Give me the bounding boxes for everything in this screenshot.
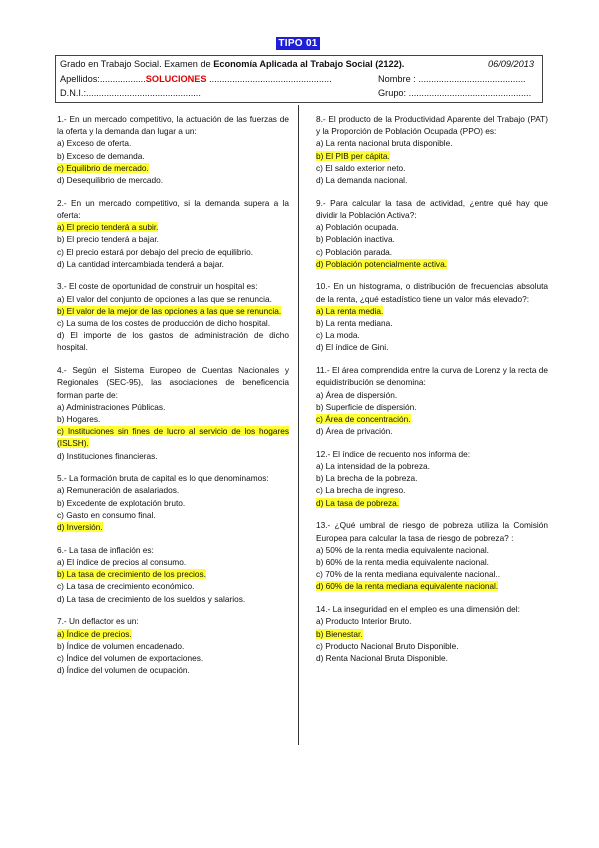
answer-option bbox=[316, 544, 548, 556]
grupo-label: Grupo: ................................................ bbox=[378, 88, 532, 98]
question-stem: 9.- Para calcular la tasa de actividad, ¿entre qué hay que dividir la Población Activa?: bbox=[316, 197, 548, 220]
question-stem: 13.- ¿Qué umbral de riesgo de pobreza utiliza la Comisión Europea para calcular la tasa de riesgo de pobreza? : bbox=[316, 520, 548, 543]
course-label: Grado en Trabajo Social. Examen de bbox=[60, 59, 214, 69]
option-text: d) Renta Nacional Bruta Disponible. bbox=[316, 652, 448, 663]
answer-option bbox=[316, 162, 548, 174]
question-stem: 2.- En un mercado competitivo, si la demanda supera a la oferta: bbox=[57, 197, 289, 220]
option-text: b) Excedente de explotación bruto. bbox=[57, 497, 186, 508]
answer-option bbox=[316, 556, 548, 568]
answer-option bbox=[57, 580, 289, 592]
answer-option bbox=[316, 246, 548, 258]
answer-option bbox=[57, 401, 289, 413]
option-text: d) Área de privación. bbox=[316, 426, 393, 437]
option-text: c) El precio estará por debajo del precio de equilibrio. bbox=[57, 246, 254, 257]
option-text: c) Índice del volumen de exportaciones. bbox=[57, 652, 204, 663]
column-divider bbox=[298, 105, 299, 745]
question-block bbox=[316, 603, 548, 664]
answer-option bbox=[57, 150, 289, 162]
answer-option bbox=[57, 233, 289, 245]
correct-answer-option bbox=[57, 628, 289, 640]
question-stem: 8.- El producto de la Productividad Aparente del Trabajo (PAT) y la Proporción de Población Ocupada (PPO) es: bbox=[316, 114, 548, 137]
exam-header bbox=[55, 55, 543, 103]
option-text: a) El índice de precios al consumo. bbox=[57, 557, 187, 567]
option-text: d) La tasa de pobreza. bbox=[316, 497, 400, 508]
question-stem: 1.- En un mercado competitivo, la actuación de las fuerzas de la oferta y la demanda dan lugar a un: bbox=[57, 114, 289, 137]
answer-option bbox=[57, 246, 289, 258]
option-text: b) El valor de la mejor de las opciones a las que se renuncia. bbox=[57, 305, 282, 316]
answer-option bbox=[316, 640, 548, 652]
question-stem: 7.- Un deflactor es un: bbox=[57, 616, 139, 627]
option-text: c) La brecha de ingreso. bbox=[316, 485, 406, 496]
option-text: b) Población inactiva. bbox=[316, 234, 395, 245]
answer-option bbox=[57, 640, 289, 652]
option-text: d) Desequilibrio de mercado. bbox=[57, 175, 164, 186]
option-text: b) Bienestar. bbox=[316, 628, 363, 639]
header-line-course bbox=[60, 57, 538, 72]
correct-answer-option bbox=[316, 150, 548, 162]
answer-option bbox=[316, 460, 548, 472]
option-text: c) Producto Nacional Bruto Disponible. bbox=[316, 640, 459, 651]
answer-option bbox=[57, 593, 289, 605]
answer-option bbox=[57, 258, 289, 270]
answer-option bbox=[316, 568, 548, 580]
option-text: c) El saldo exterior neto. bbox=[316, 162, 406, 173]
question-stem: 3.- El coste de oportunidad de construir un hospital es: bbox=[57, 281, 258, 292]
option-text: d) Índice del volumen de ocupación. bbox=[57, 665, 190, 676]
nombre-label: Nombre : .......................................... bbox=[378, 73, 526, 84]
questions-right-column bbox=[316, 113, 548, 675]
option-text: a) La renta media. bbox=[316, 305, 384, 316]
option-text: d) La demanda nacional. bbox=[316, 175, 408, 186]
option-text: c) Población parada. bbox=[316, 246, 393, 257]
option-text: c) La suma de los costes de producción de dicho hospital. bbox=[57, 318, 271, 329]
answer-option bbox=[316, 615, 548, 627]
correct-answer-option bbox=[57, 425, 289, 449]
correct-answer-option bbox=[57, 521, 289, 533]
answer-option bbox=[57, 317, 289, 329]
option-text: a) La renta nacional bruta disponible. bbox=[316, 138, 453, 149]
answer-option bbox=[316, 652, 548, 664]
option-text: d) El índice de Gini. bbox=[316, 342, 389, 353]
option-text: d) Inversión. bbox=[57, 522, 103, 533]
answer-option bbox=[316, 472, 548, 484]
question-block bbox=[316, 364, 548, 437]
option-text: c) 70% de la renta mediana equivalente nacional.. bbox=[316, 569, 501, 580]
question-block bbox=[57, 472, 289, 533]
question-stem: 11.- El área comprendida entre la curva de Lorenz y la recta de equidistribución se denomina: bbox=[316, 365, 548, 388]
dni-label: D.N.I.:............................................. bbox=[60, 88, 201, 98]
question-stem: 6.- La tasa de inflación es: bbox=[57, 544, 154, 555]
option-text: c) Área de concentración. bbox=[316, 413, 411, 424]
option-text: d) El importe de los gastos de administración de dicho hospital. bbox=[57, 330, 289, 353]
correct-answer-option bbox=[57, 305, 289, 317]
answer-option bbox=[316, 401, 548, 413]
correct-answer-option bbox=[316, 628, 548, 640]
answer-option bbox=[316, 329, 548, 341]
option-text: b) La brecha de la pobreza. bbox=[316, 473, 418, 484]
answer-option bbox=[316, 484, 548, 496]
correct-answer-option bbox=[57, 162, 289, 174]
correct-answer-option bbox=[316, 580, 548, 592]
option-text: d) La tasa de crecimiento de los sueldos y salarios. bbox=[57, 593, 246, 604]
option-text: a) Exceso de oferta. bbox=[57, 138, 132, 149]
answer-option bbox=[57, 509, 289, 521]
option-text: a) Remuneración de asalariados. bbox=[57, 485, 180, 496]
apellidos-label: Apellidos:.................. bbox=[60, 73, 146, 84]
apellidos-dots: ................................................ bbox=[206, 73, 332, 84]
answer-option bbox=[57, 556, 289, 568]
option-text: a) Área de dispersión. bbox=[316, 389, 398, 400]
answer-option bbox=[57, 329, 289, 353]
option-text: b) 60% de la renta media equivalente nacional. bbox=[316, 557, 489, 567]
exam-subject: Economía Aplicada al Trabajo Social (2122). bbox=[213, 59, 405, 69]
apellidos-value: SOLUCIONES bbox=[145, 73, 207, 84]
option-text: c) La tasa de crecimiento económico. bbox=[57, 581, 195, 592]
question-stem: 14.- La inseguridad en el empleo es una dimensión del: bbox=[316, 604, 520, 615]
correct-answer-option bbox=[316, 497, 548, 509]
answer-option bbox=[57, 293, 289, 305]
option-text: a) Administraciones Públicas. bbox=[57, 401, 166, 412]
answer-option bbox=[57, 497, 289, 509]
correct-answer-option bbox=[57, 568, 289, 580]
option-text: b) El PIB per cápita. bbox=[316, 150, 390, 161]
header-line-ids bbox=[60, 86, 538, 101]
question-block bbox=[316, 197, 548, 270]
option-text: a) 50% de la renta media equivalente nacional. bbox=[316, 544, 489, 555]
question-block bbox=[57, 544, 289, 605]
option-text: d) Población potencialmente activa. bbox=[316, 258, 447, 269]
correct-answer-option bbox=[57, 221, 289, 233]
answer-option bbox=[57, 174, 289, 186]
answer-option bbox=[316, 233, 548, 245]
option-text: b) El precio tenderá a bajar. bbox=[57, 234, 159, 245]
question-block bbox=[57, 197, 289, 270]
option-text: a) Índice de precios. bbox=[57, 628, 132, 639]
option-text: b) Hogares. bbox=[57, 413, 101, 424]
answer-option bbox=[57, 652, 289, 664]
answer-option bbox=[316, 317, 548, 329]
question-block bbox=[316, 113, 548, 186]
answer-option bbox=[57, 137, 289, 149]
answer-option bbox=[57, 450, 289, 462]
option-text: b) Índice de volumen encadenado. bbox=[57, 640, 185, 651]
exam-type-badge: TIPO 01 bbox=[276, 37, 320, 50]
answer-option bbox=[316, 221, 548, 233]
option-text: a) El precio tenderá a subir. bbox=[57, 222, 159, 233]
option-text: c) La moda. bbox=[316, 330, 360, 341]
option-text: d) 60% de la renta mediana equivalente nacional. bbox=[316, 581, 499, 592]
answer-option bbox=[57, 413, 289, 425]
question-block bbox=[57, 615, 289, 676]
answer-option bbox=[316, 341, 548, 353]
questions-left-column bbox=[57, 113, 289, 687]
option-text: b) Exceso de demanda. bbox=[57, 150, 145, 161]
question-stem: 5.- La formación bruta de capital es lo que denominamos: bbox=[57, 473, 269, 484]
question-block bbox=[57, 113, 289, 186]
answer-option bbox=[57, 664, 289, 676]
answer-option bbox=[316, 425, 548, 437]
exam-date: 06/09/2013 bbox=[488, 59, 534, 69]
answer-option bbox=[316, 389, 548, 401]
option-text: a) El valor del conjunto de opciones a las que se renuncia. bbox=[57, 293, 272, 304]
option-text: c) Instituciones sin fines de lucro al servicio de los hogares (ISLSH). bbox=[57, 426, 289, 449]
option-text: a) La intensidad de la pobreza. bbox=[316, 461, 430, 472]
question-block bbox=[316, 448, 548, 509]
answer-option bbox=[316, 174, 548, 186]
question-block bbox=[57, 364, 289, 462]
option-text: d) La cantidad intercambiada tenderá a bajar. bbox=[57, 258, 224, 269]
question-stem: 4.- Según el Sistema Europeo de Cuentas Nacionales y Regionales (SEC-95), las asociaciones de beneficencia forman parte de: bbox=[57, 365, 289, 400]
answer-option bbox=[316, 137, 548, 149]
option-text: a) Población ocupada. bbox=[316, 222, 399, 233]
question-block bbox=[316, 280, 548, 353]
option-text: d) Instituciones financieras. bbox=[57, 450, 158, 461]
header-line-names bbox=[60, 72, 538, 87]
question-stem: 12.- El índice de recuento nos informa de: bbox=[316, 448, 471, 459]
option-text: c) Equilibrio de mercado. bbox=[57, 162, 149, 173]
option-text: a) Producto Interior Bruto. bbox=[316, 616, 412, 627]
correct-answer-option bbox=[316, 258, 548, 270]
correct-answer-option bbox=[316, 305, 548, 317]
correct-answer-option bbox=[316, 413, 548, 425]
question-block bbox=[57, 280, 289, 353]
question-stem: 10.- En un histograma, o distribución de frecuencias absoluta de la renta, ¿qué estadístico tiene un valor más elevado?: bbox=[316, 281, 548, 304]
option-text: b) La tasa de crecimiento de los precios. bbox=[57, 569, 206, 580]
answer-option bbox=[57, 484, 289, 496]
option-text: c) Gasto en consumo final. bbox=[57, 509, 156, 520]
option-text: b) La renta mediana. bbox=[316, 318, 393, 329]
question-block bbox=[316, 519, 548, 592]
option-text: b) Superficie de dispersión. bbox=[316, 401, 417, 412]
